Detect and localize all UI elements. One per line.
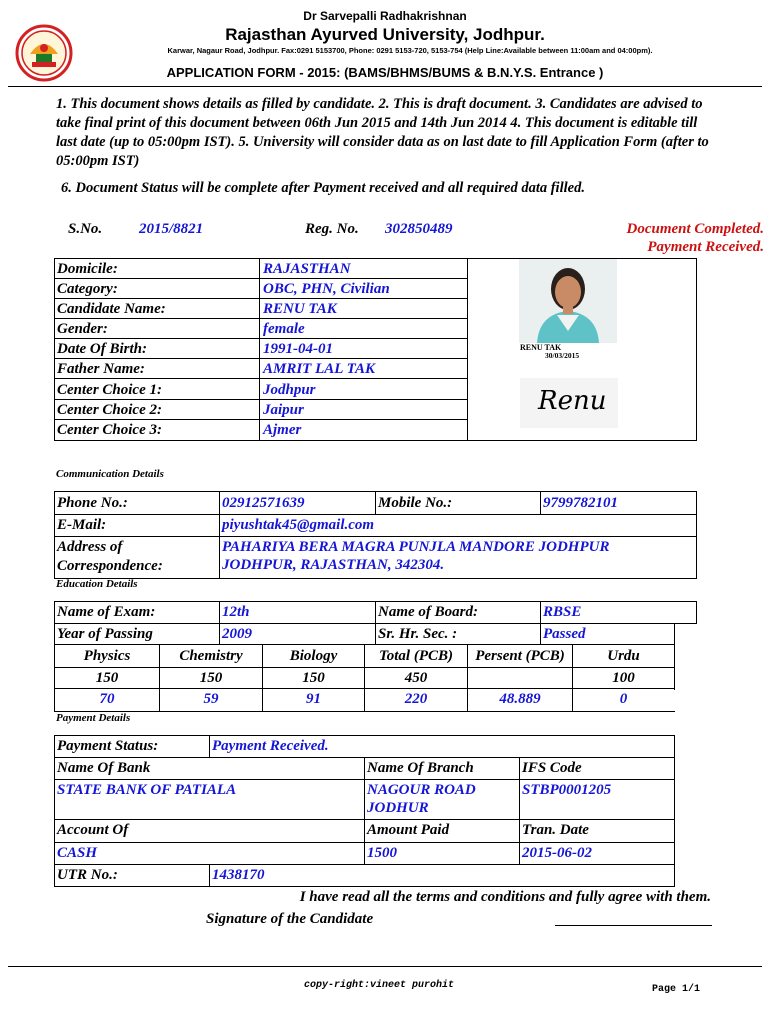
- max-marks-chemistry: 150: [199, 670, 223, 686]
- srsec-value: Passed: [543, 626, 586, 642]
- communication-section-title: Communication Details: [56, 468, 164, 480]
- education-section-title: Education Details: [56, 578, 138, 590]
- photo-caption-name: RENU TAK: [520, 343, 562, 352]
- value-domicile: RAJASTHAN: [263, 261, 351, 277]
- obtained-percent: 48.889: [499, 691, 541, 707]
- declaration-text: I have read all the terms and conditions and fully agree with them.: [299, 889, 711, 905]
- exam-label: Name of Exam:: [57, 604, 156, 620]
- board-label: Name of Board:: [378, 604, 478, 620]
- university-name: Rajasthan Ayurved University, Jodhpur.: [225, 25, 545, 44]
- phone-value: 02912571639: [222, 495, 305, 511]
- mobile-label: Mobile No.:: [378, 495, 453, 511]
- utr-label: UTR No.:: [57, 867, 118, 883]
- mobile-value: 9799782101: [543, 495, 618, 511]
- payment-status-value: Payment Received.: [212, 738, 329, 754]
- label-center-choice-1: Center Choice 1:: [57, 382, 162, 398]
- label-center-choice-2: Center Choice 2:: [57, 402, 162, 418]
- candidate-photo: [519, 259, 617, 343]
- year-label: Year of Passing: [57, 626, 153, 642]
- label-date-of-birth: Date Of Birth:: [57, 341, 147, 357]
- reg-value: 302850489: [385, 221, 453, 237]
- account-label: Account Of: [57, 822, 129, 838]
- photo-caption-date: 30/03/2015: [545, 351, 580, 360]
- marks-header-urdu: Urdu: [607, 648, 640, 664]
- footer-page-number: Page 1/1: [652, 984, 701, 995]
- footer-copyright: copy-right:vineet purohit: [304, 980, 455, 991]
- footer-divider: [8, 966, 762, 967]
- value-center-choice-1: Jodhpur: [263, 382, 316, 398]
- max-marks-physics: 150: [95, 670, 119, 686]
- label-center-choice-3: Center Choice 3:: [57, 422, 162, 438]
- signature-label: Signature of the Candidate: [206, 911, 374, 927]
- branch-value-line-2: JODHUR: [367, 800, 429, 816]
- document-status: Document Completed.: [626, 221, 764, 237]
- tran-date-label: Tran. Date: [522, 822, 589, 838]
- marks-header-biology: Biology: [289, 648, 338, 664]
- max-marks-total: 450: [404, 670, 428, 686]
- address-line-2: JODHPUR, RAJASTHAN, 342304.: [222, 557, 445, 573]
- board-value: RBSE: [543, 604, 582, 620]
- obtained-physics: 70: [99, 691, 115, 707]
- marks-header-chemistry: Chemistry: [179, 648, 243, 664]
- notice-paragraph: 1. This document shows details as filled by candidate. 2. This is draft document. 3. Candidates are advised to take final print of this document between 06th Jun 2015 and 14th Jun 2014 4. This document is editable till last date (up to 05:00pm IST). 5. University will consider data as on last date to fill Application Form (after to 05:00pm IST): [56, 96, 709, 169]
- exam-value: 12th: [222, 604, 250, 620]
- value-center-choice-3: Ajmer: [263, 422, 302, 438]
- tran-date-value: 2015-06-02: [522, 845, 592, 861]
- reg-label: Reg. No.: [305, 221, 359, 237]
- value-category: OBC, PHN, Civilian: [263, 281, 390, 297]
- ifs-value: STBP0001205: [522, 782, 612, 798]
- label-category: Category:: [57, 281, 118, 297]
- amount-value: 1500: [367, 845, 397, 861]
- obtained-biology: 91: [306, 691, 321, 707]
- srsec-label: Sr. Hr. Sec. :: [378, 626, 458, 642]
- label-domicile: Domicile:: [57, 261, 118, 277]
- form-title: APPLICATION FORM - 2015: (BAMS/BHMS/BUMS & B.N.Y.S. Entrance ): [166, 65, 604, 80]
- label-father-name: Father Name:: [57, 361, 145, 377]
- ifs-label: IFS Code: [522, 760, 582, 776]
- amount-label: Amount Paid: [367, 822, 450, 838]
- sno-value: 2015/8821: [139, 221, 204, 237]
- address-label-line-1: Address of: [57, 539, 123, 555]
- marks-header-physics: Physics: [83, 648, 131, 664]
- utr-value: 1438170: [212, 867, 265, 883]
- label-gender: Gender:: [57, 321, 108, 337]
- university-address: Karwar, Nagaur Road, Jodhpur. Fax:0291 5153700, Phone: 0291 5153-720, 5153-754 (Help Line:Available between 11:00am and 04:00pm).: [167, 46, 653, 55]
- max-marks-biology: 150: [302, 670, 325, 686]
- candidate-signature: [520, 378, 618, 428]
- obtained-urdu: 0: [619, 691, 628, 707]
- label-candidate-name: Candidate Name:: [57, 301, 166, 317]
- value-father-name: AMRIT LAL TAK: [263, 361, 375, 377]
- obtained-chemistry: 59: [203, 691, 219, 707]
- payment-status-flag: Payment Received.: [647, 239, 764, 255]
- value-center-choice-2: Jaipur: [263, 402, 304, 418]
- max-marks-urdu: 100: [612, 670, 635, 686]
- address-label-line-2: Correspondence:: [57, 558, 163, 574]
- payment-status-label: Payment Status:: [57, 738, 159, 754]
- value-gender: female: [263, 321, 305, 337]
- email-label: E-Mail:: [57, 517, 107, 533]
- value-candidate-name: RENU TAK: [263, 301, 337, 317]
- phone-label: Phone No.:: [57, 495, 128, 511]
- payment-section-title: Payment Details: [56, 712, 131, 724]
- address-line-1: PAHARIYA BERA MAGRA PUNJLA MANDORE JODHPUR: [222, 539, 610, 555]
- account-value: CASH: [57, 845, 98, 861]
- email-value: piyushtak45@gmail.com: [222, 517, 375, 533]
- sno-label: S.No.: [68, 221, 103, 237]
- branch-value-line-1: NAGOUR ROAD: [367, 782, 476, 798]
- obtained-total: 220: [404, 691, 428, 707]
- header-top-line: Dr Sarvepalli Radhakrishnan: [303, 9, 467, 23]
- bank-label: Name Of Bank: [57, 760, 151, 776]
- year-value: 2009: [222, 626, 252, 642]
- marks-header-percent: Persent (PCB): [475, 648, 565, 664]
- signature-line: [555, 925, 712, 926]
- notice-status-rule: 6. Document Status will be complete after Payment received and all required data filled.: [61, 180, 585, 196]
- branch-label: Name Of Branch: [367, 760, 474, 776]
- header-divider: [8, 86, 762, 87]
- value-date-of-birth: 1991-04-01: [263, 341, 333, 357]
- signature-text: Renu: [538, 386, 607, 416]
- marks-header-total: Total (PCB): [378, 648, 454, 664]
- bank-value: STATE BANK OF PATIALA: [57, 782, 237, 798]
